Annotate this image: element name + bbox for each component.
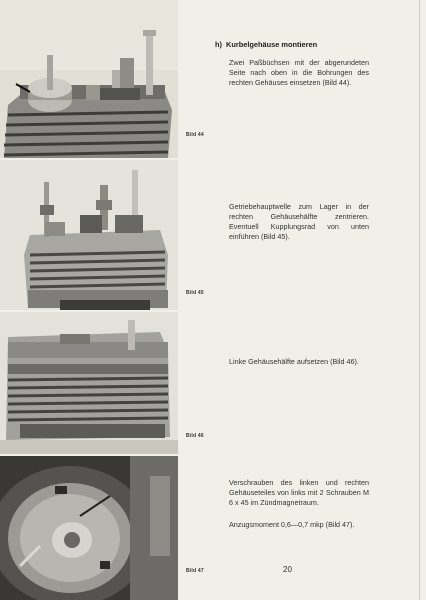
section-heading bbox=[215, 40, 317, 49]
page-edge bbox=[419, 0, 420, 600]
figure-caption-bild-45: Bild 45 bbox=[186, 290, 204, 296]
paragraph-bild-44: Zwei Paßbüchsen mit der abgerundeten Seite nach oben in die Bohrungen des rechten Gehäuses einsetzen (Bild 44). bbox=[229, 58, 369, 87]
photo-bild-47 bbox=[0, 456, 178, 600]
page-number: 20 bbox=[283, 565, 292, 574]
section-label: h) bbox=[215, 40, 222, 49]
section-title: Kurbelgehäuse montieren bbox=[225, 40, 318, 49]
figure-caption-bild-44: Bild 44 bbox=[186, 132, 204, 138]
photo-bild-44 bbox=[0, 0, 178, 158]
paragraph-bild-46: Linke Gehäusehälfte aufsetzen (Bild 46). bbox=[229, 357, 359, 366]
figure-caption-bild-47: Bild 47 bbox=[186, 568, 204, 574]
photo-bild-46 bbox=[0, 312, 178, 454]
paragraph-bild-45: Getriebehauptwelle zum Lager in der rechten Gehäusehälfte zentrieren. Eventuell Kupplungsrad von unten einführen (Bild 45). bbox=[229, 202, 369, 241]
paragraph-bild-47-screws: Verschrauben des linken und rechten Gehäuseteiles von links mit 2 Schrauben M 6 x 45 im Zündmagnetraum. bbox=[229, 478, 369, 507]
paragraph-bild-47-torque: Anzugsmoment 0,6—0,7 mkp (Bild 47). bbox=[229, 520, 355, 529]
photo-bild-45 bbox=[0, 160, 178, 310]
figure-caption-bild-46: Bild 46 bbox=[186, 433, 204, 439]
